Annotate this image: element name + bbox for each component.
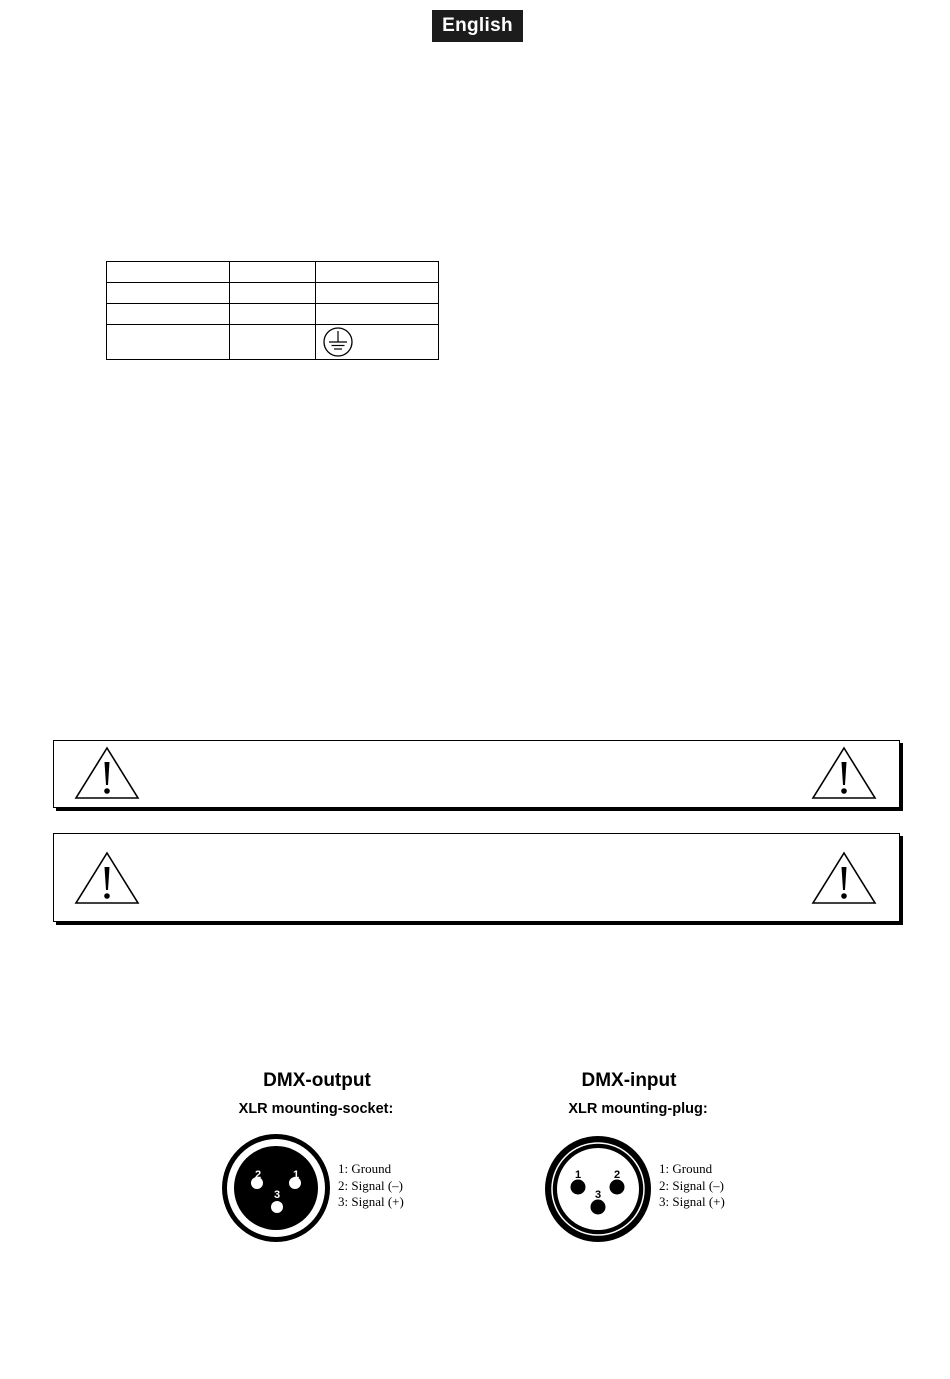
warning-triangle-icon: [811, 746, 877, 800]
pin-legend: [659, 1161, 725, 1211]
table-cell: [107, 325, 230, 360]
dmx-input-title: DMX-input: [581, 1070, 677, 1091]
table-row: [107, 304, 439, 325]
protective-earth-icon: [322, 326, 354, 358]
legend-item: 1: Ground: [659, 1161, 713, 1176]
table-row: [107, 325, 439, 360]
table-cell: [230, 262, 316, 283]
legend-item: 2: Signal (–): [338, 1177, 403, 1193]
warning-box: [53, 833, 900, 922]
pin-label-3: 3: [594, 1189, 602, 1201]
table-row: [107, 262, 439, 283]
table-cell: [230, 304, 316, 325]
legend-item: 3: Signal (+): [659, 1194, 725, 1209]
pin-legend: [338, 1161, 404, 1211]
table-cell: [107, 262, 230, 283]
warning-box: [53, 740, 900, 808]
language-badge: English: [432, 10, 523, 42]
table-cell: [316, 325, 439, 360]
table-cell: [316, 262, 439, 283]
xlr-socket-diagram: [220, 1132, 332, 1244]
pin-label-3: 3: [273, 1189, 281, 1201]
xlr-plug-diagram: [543, 1134, 653, 1244]
dmx-input-subtitle: XLR mounting-plug:: [568, 1101, 708, 1117]
table-cell: [230, 283, 316, 304]
cable-connection-table: [106, 261, 439, 360]
warning-triangle-icon: [74, 746, 140, 800]
pin-label-1: 1: [574, 1169, 582, 1181]
pin-label-1: 1: [292, 1169, 300, 1181]
dmx-output-subtitle: XLR mounting-socket:: [238, 1101, 394, 1117]
warning-triangle-icon: [811, 851, 877, 905]
pin-label-2: 2: [613, 1169, 621, 1181]
legend-item: 1: Ground: [338, 1161, 392, 1176]
table-cell: [107, 283, 230, 304]
legend-item: 3: Signal (+): [338, 1194, 404, 1209]
table-cell: [107, 304, 230, 325]
warning-triangle-icon: [74, 851, 140, 905]
table-cell: [316, 304, 439, 325]
legend-item: 2: Signal (–): [659, 1177, 724, 1193]
table-cell: [316, 283, 439, 304]
dmx-output-title: DMX-output: [263, 1070, 371, 1091]
table-row: [107, 283, 439, 304]
table-cell: [230, 325, 316, 360]
pin-label-2: 2: [254, 1169, 262, 1181]
